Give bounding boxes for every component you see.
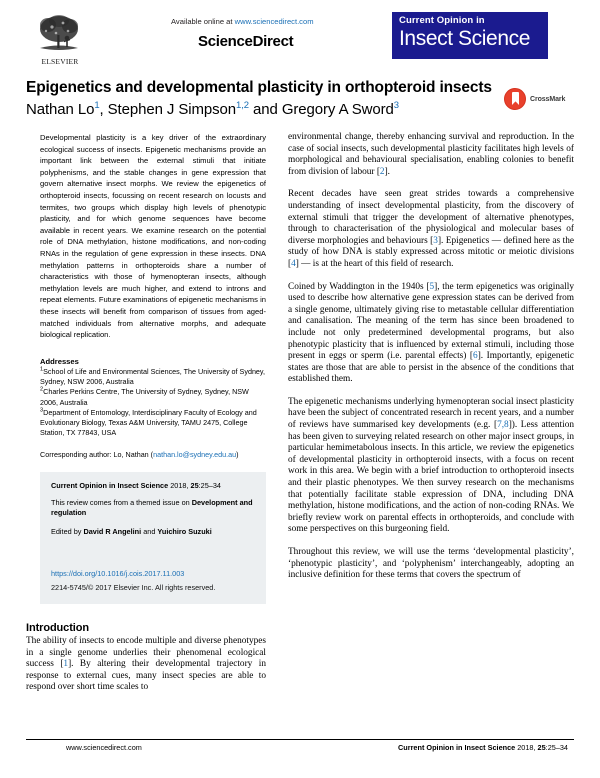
sciencedirect-link[interactable]: www.sciencedirect.com [234,17,314,26]
citation-journal-name: Current Opinion in Insect Science [51,481,169,491]
paragraph-text: ], the term epigenetics was originally used to describe how alternative gene expression states can be derived from a single genome, ultimately giving rise to metastable cellular differentiation and canalisation. The meaning of the term has since been broadened to include not only predetermined developmental programs, but also phenotypic plasticity that is influenced by external stimuli, including those present in eggs or sperm (i.e. parental effects) [ [288,281,574,362]
citation-editors [51,527,255,538]
paragraph-text: ]. Importantly, epigenetic states are those that are able to persist in the absence of the conditions that established them. [288,351,574,385]
address-text: Department of Entomology, Interdisciplinary Faculty of Ecology and Evolutionary Biology, Texas A&M University, TAMU 2475, College Station, TX 77843, USA [40,407,257,438]
paragraph-text: ]). Less attention has been given to surveying related research on other major insect groups, in particular hemimetabolous insects. In this article, we review the epigenetics of developmental plasticity in orthopteroid insects, with a focus on recent work in this area. We begin with a brief introduction to orthopteroid insects and their plastic phenotypes. We then survey research on the mechanisms that potentially facilitate stable expression of DNA, including DNA methylation, histone modifications, and the action of non-coding RNAs. We briefly review work on parental effects in orthopteroids, and conclude with some perspectives on this burgeoning field. [288,420,574,535]
address-mark: 3 [40,407,44,414]
address-text: Charles Perkins Centre, The University of Sydney, Sydney, NSW 2006, Australia [40,387,249,407]
body-paragraph [288,132,574,178]
corresponding-prefix: Corresponding author: Lo, Nathan ( [40,449,154,459]
footer-volume: 25 [537,743,546,752]
body-paragraph [288,189,574,270]
left-column [26,132,266,694]
paragraph-text: ] — is at the heart of this field of research. [295,258,454,269]
address-text: School of Life and Environmental Sciences, The University of Sydney, Sydney, NSW 2006, Australia [40,366,265,386]
edited-conjunction: and [141,526,158,536]
reference-link[interactable]: 7,8 [497,420,509,431]
paragraph-text: ]. [384,166,390,177]
journal-badge-bottom: Insect Science [399,27,530,50]
citation-pages: :25–34 [198,481,221,491]
paragraph-text: Recent decades have seen great strides towards a comprehensive understanding of insect developmental plasticity, from the discovery of external stimuli that trigger the development of alternative phenotypes, through to characterisation of the physiological and molecular bases of diverse morphologies and behaviours [ [288,189,574,246]
author-affil-mark: 1 [94,100,100,111]
address-item [40,387,266,408]
citation-volume: 25 [190,481,199,491]
addresses-heading: Addresses [40,356,79,366]
corresponding-email-link[interactable]: nathan.lo@sydney.edu.au [153,449,237,459]
footer-row [26,743,574,752]
footer-journal-name: Current Opinion in Insect Science [398,743,516,752]
reference-link[interactable]: 5 [429,281,435,292]
footer-website[interactable]: www.sciencedirect.com [66,743,142,752]
author-name: Stephen J Simpson [107,101,237,118]
paragraph-text: ]. Epigenetics — defined here as the study of how DNA is stably expressed across mitotic or meiotic divisions [ [288,235,574,269]
elsevier-logo [34,14,90,72]
journal-badge-top: Current Opinion in [399,15,485,26]
reference-link[interactable]: 3 [433,235,438,246]
paragraph-text: environmental change, thereby enhancing survival and reproduction. In the case of social insects, such developmental plasticity facilitates high levels of morphological and behavioural specialisation, enabling colonies to benefit from division of labour [ [288,132,574,177]
footer-pages: :25–34 [545,743,568,752]
footer-citation [398,743,574,752]
body-paragraph [288,282,574,386]
reference-link[interactable]: 1 [63,659,69,670]
editor-name: David R Angelini [83,526,142,536]
sciencedirect-wordmark: ScienceDirect [198,33,294,50]
author-affil-mark: 1,2 [236,100,249,111]
page-footer [26,739,574,752]
reference-link[interactable]: 2 [379,166,385,177]
page-header [26,0,574,72]
introduction-paragraph [26,636,266,694]
crossmark-badge[interactable] [504,86,574,112]
corresponding-suffix: ) [236,449,239,459]
available-online-prefix: Available online at [171,17,235,26]
author-affil-mark: 3 [393,100,399,111]
right-column [288,132,574,694]
journal-badge [392,12,548,59]
address-item [40,408,266,439]
corresponding-author [26,450,266,460]
intro-text-post: ]. By altering their developmental trajectory in response to external cues, many insect species are able to respond over short time scales to [26,659,266,693]
reference-link[interactable]: 6 [473,351,478,362]
body-paragraph [288,547,574,582]
address-item [40,367,266,388]
author-name: Gregory A Sword [281,101,394,118]
address-mark: 1 [40,366,44,373]
crossmark-label: CrossMark [530,95,566,103]
crossmark-icon [504,88,526,110]
citation-journal-line [51,481,255,492]
doi-link[interactable]: https://doi.org/10.1016/j.cois.2017.11.003 [51,569,185,579]
abstract-text: Developmental plasticity is a key driver of the extraordinary ecological success of insects. Epigenetic mechanisms provide an important link between the external stimuli that initiate polyphenisms, and the stable changes in gene expression that govern alternative insect morphs. We review the epigenetics of orthopteroid insects, focussing on recent research on locusts and termites, two groups which display high levels of phenotypic plasticity, and for which genome sequences have become available in recent years. We examine research on the potential role of DNA methylation, histone modifications, and non-coding RNAs in the regulation of gene expression in these insects. DNA methylation patterns in orthopteroids share a number of characteristics with those of hymenopteran insects, although methylation levels are much higher, and extend to introns and repeat elements. Future examinations of epigenetic mechanisms in these insects will benefit from comparison of tissues from aged-matched individuals from alternative morphs, and adequate biological replication. [40,133,266,340]
elsevier-wordmark: ELSEVIER [41,57,79,66]
footer-divider [26,739,574,740]
available-online-line [171,17,314,26]
page-title: Epigenetics and developmental plasticity in orthopteroid insects [26,79,492,96]
author-list: Nathan Lo$^1$, Stephen J Simpson$^{1,2}$ and Gregory A Sword$^3$ [26,100,399,118]
themed-issue-name: Development and regulation [51,497,253,518]
body-paragraph [288,397,574,536]
author-name: Nathan Lo [26,101,95,118]
intro-text-pre: The ability of insects to encode multiple and diverse phenotypes in a single genome underlies their phenomenal ecological success [ [26,636,266,670]
citation-box [40,472,266,604]
addresses-list [26,367,266,439]
paragraph-text: The epigenetic mechanisms underlying hymenopteran social insect plasticity have been the subject of concentrated research in recent years, and a number of reviews have summarised key developments (e.g. [ [288,396,574,431]
citation-themed-issue [51,498,255,519]
citation-spacer [51,537,255,567]
footer-year: 2018, [515,743,538,752]
edited-prefix: Edited by [51,526,84,536]
paragraph-text: Throughout this review, we will use the terms ‘developmental plasticity’, ‘phenotypic plasticity’, and ‘polyphenism’ interchangeably, adopting an inclusive definition for these terms that covers the spectrum of [288,547,574,581]
elsevier-tree-icon [34,14,84,56]
citation-year: 2018, [168,481,191,491]
reference-link[interactable]: 4 [291,258,296,269]
address-mark: 2 [40,386,44,393]
copyright-line: 2214-5745/© 2017 Elsevier Inc. All rights reserved. [51,583,216,593]
title-block [26,78,574,120]
editor-name: Yuichiro Suzuki [157,526,212,536]
paragraph-text: Coined by Waddington in the 1940s [ [288,281,430,292]
introduction-heading: Introduction [26,622,89,635]
body-columns [26,132,574,694]
themed-prefix: This review comes from a themed issue on [51,497,192,507]
